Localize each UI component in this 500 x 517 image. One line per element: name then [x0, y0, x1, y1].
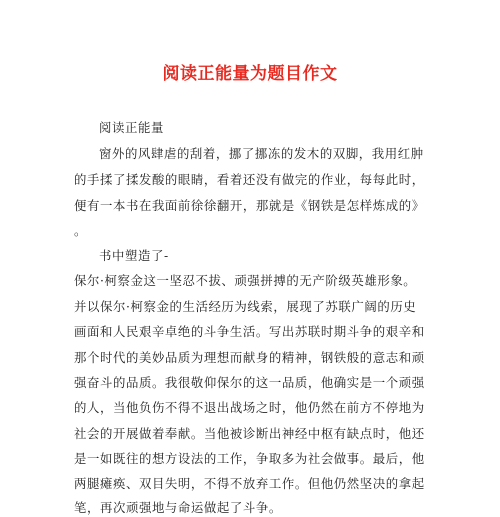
section-heading: 阅读正能量 [99, 120, 164, 135]
text-line: 强奋斗的品质。我很敬仰保尔的这一品质，他确实是一个顽强 [74, 375, 425, 390]
text-line: 并以保尔·柯察金的生活经历为线索，展现了苏联广阔的历史 [74, 299, 417, 314]
text-line: 书中塑造了- [99, 248, 169, 263]
document-title: 阅读正能量为题目作文 [162, 64, 338, 84]
text-line: 两腿瘫痪、双目失明，不得不放弃工作。但他仍然坚决的拿起 [74, 476, 425, 491]
text-line: 便有一本书在我面前徐徐翻开，那就是《钢铁是怎样炼成的》 [74, 198, 425, 213]
text-line: 社会的开展做着奉献。当他被诊断出神经中枢有缺点时，他还 [74, 426, 425, 441]
text-line: 的手揉了揉发酸的眼睛，看着还没有做完的作业，每每此时， [74, 172, 425, 187]
text-line: 的人，当他负伤不得不退出战场之时，他仍然在前方不停地为 [74, 400, 425, 415]
text-line: 。 [74, 223, 87, 238]
text-line: 画面和人民艰辛卓绝的斗争生活。写出苏联时期斗争的艰辛和 [74, 324, 425, 339]
text-line: 那个时代的美妙品质为理想而献身的精神，钢铁般的意志和顽 [74, 350, 425, 365]
text-line: 是一如既往的想方设法的工作，争取多为社会做事。最后，他 [74, 451, 425, 466]
text-line: 保尔·柯察金这一坚忍不拔、顽强拼搏的无产阶级英雄形象。 [74, 273, 417, 288]
text-line: 笔，再次顽强地与命运做起了斗争。 [74, 500, 282, 515]
text-line: 窗外的风肆虐的刮着，挪了挪冻的发木的双脚，我用红肿 [99, 146, 424, 161]
